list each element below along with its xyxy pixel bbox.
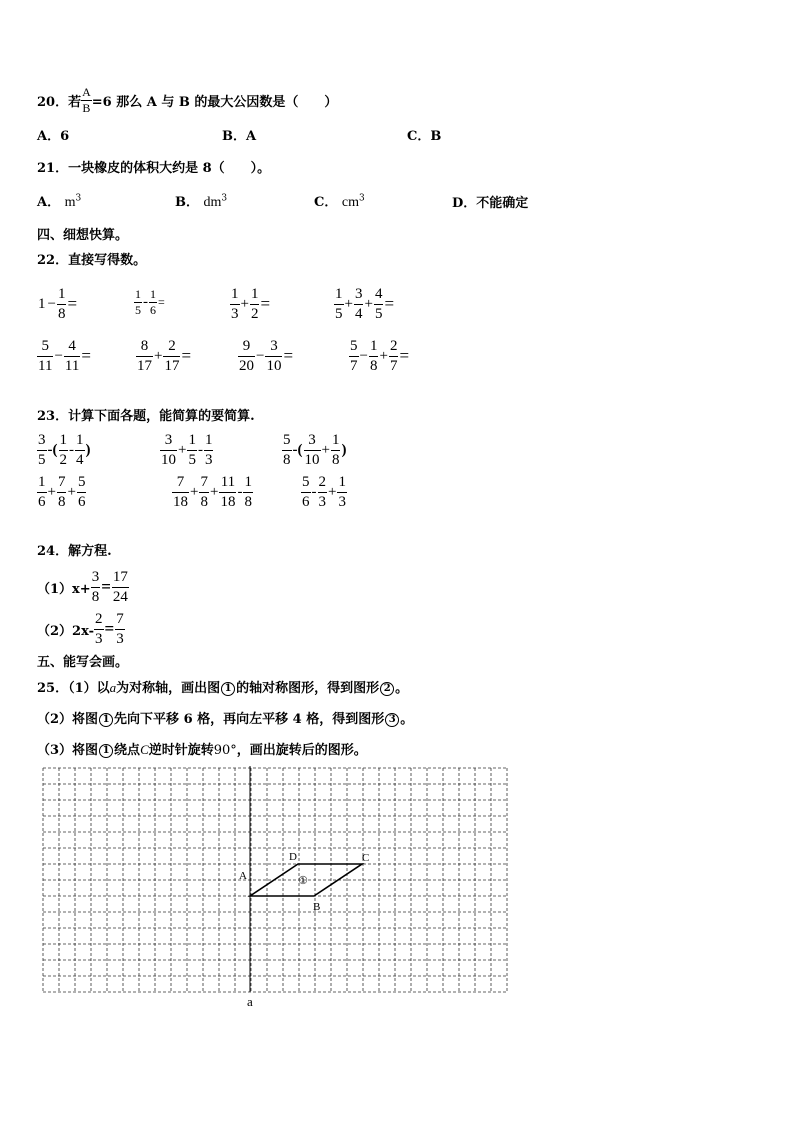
q24-p1-label: （1）x+	[37, 581, 91, 597]
q22-r1c1-op: −	[47, 295, 56, 312]
q22-r2c2-frac2: $\frac{2}{17}$	[164, 338, 180, 374]
q22-r1c4-eq: =	[384, 294, 395, 313]
q22-r1c2-frac2: $\frac{1}{6}$	[150, 287, 156, 318]
point-label-b: B	[313, 901, 321, 913]
question-23-title: 23．计算下面各题，能简算的要简算.	[37, 409, 255, 424]
q20-number: 20．若	[37, 95, 82, 111]
q22-r2c4-op2: +	[379, 347, 388, 364]
circled-1-icon: 1	[221, 682, 235, 696]
q23-expr-1: $\frac{3}{5}$ -( $\frac{1}{2}$ - $\frac{1}{4}$ )	[38, 432, 91, 468]
question-20	[37, 86, 337, 115]
q22-r2c1-frac2: $\frac{4}{11}$	[64, 338, 80, 374]
question-21: 21．一块橡皮的体积大约是 8（ ）。	[37, 161, 271, 176]
q22-r1c4-frac1: $\frac{1}{5}$	[335, 286, 343, 322]
q22-r2c3-op: −	[256, 347, 265, 364]
q20-frac-numerator: A	[82, 85, 91, 99]
q22-r1c4-op1: +	[344, 295, 353, 312]
q20-frac-denominator: B	[82, 101, 91, 116]
q24-equation-1: （1）x+ $\frac{3}{8}$ = $\frac{17}{24}$	[37, 569, 128, 605]
section-5-heading: 五、能写会画。	[37, 655, 129, 670]
circled-2-icon: 2	[380, 682, 394, 696]
q21-c-label: C．	[314, 195, 338, 210]
q22-r1c3-op: +	[240, 295, 249, 312]
q22-r2c2	[136, 338, 192, 374]
circled-1-icon: 1	[99, 744, 113, 758]
q22-r2c1-frac1: $\frac{5}{11}$	[38, 338, 53, 374]
q22-r1c1-eq: =	[67, 294, 78, 313]
q22-r2c3-frac1: $\frac{9}{20}$	[239, 338, 254, 374]
q21-a-exp: 3	[75, 193, 82, 204]
shape-label-1: ①	[298, 874, 308, 887]
q20-option-c: C．B	[407, 129, 442, 144]
q21-a-unit: m	[64, 195, 76, 210]
q22-r1c2-eq: =	[158, 295, 165, 310]
q22-r2c2-op: +	[154, 347, 163, 364]
q22-r2c1	[37, 338, 92, 374]
q23-expr-5: $\frac{7}{18}$ + $\frac{7}{8}$ + $\frac{11}{18}$ - $\frac{1}{8}$	[173, 474, 252, 510]
point-label-c: C	[362, 852, 370, 864]
q20-option-b: B．A	[222, 129, 257, 144]
q25-line-3: （3）将图 1 绕点C逆时针旋转90°，画出旋转后的图形。	[37, 742, 367, 758]
q21-c-exp: 3	[359, 193, 365, 204]
q20-option-a: A．6	[37, 129, 70, 144]
q22-r2c3	[238, 338, 294, 374]
q22-r1c2-op: -	[143, 294, 148, 311]
q20-fraction	[81, 86, 92, 115]
q22-r1c2-frac1: $\frac{1}{5}$	[135, 287, 141, 318]
q22-r2c4-frac3: $\frac{2}{7}$	[389, 338, 398, 374]
q22-r2c2-frac1: $\frac{8}{17}$	[137, 338, 152, 374]
q22-r1c3-eq: =	[260, 294, 271, 313]
q21-b-unit: dm	[203, 195, 222, 210]
q22-r2c4-frac2: $\frac{1}{8}$	[369, 338, 378, 374]
q21-option-b	[175, 191, 227, 211]
point-label-d: D	[289, 851, 297, 863]
q22-r2c4-frac1: $\frac{5}{7}$	[350, 338, 358, 374]
q22-r1c4-op2: +	[364, 295, 373, 312]
q22-r1c1	[37, 286, 78, 322]
q21-option-c	[314, 191, 365, 211]
grid-figure	[42, 766, 510, 1010]
q24-p2-label: （2）2x-	[37, 623, 95, 639]
section-4-heading: 四、细想快算。	[37, 228, 129, 243]
q22-r2c3-frac2: $\frac{3}{10}$	[266, 338, 282, 374]
q21-c-unit: cm	[341, 195, 359, 210]
q22-r1c3	[230, 286, 271, 322]
q22-r2c4	[349, 338, 410, 374]
q22-r1c4-frac3: $\frac{4}{5}$	[374, 286, 383, 322]
q23-expr-6: $\frac{5}{6}$ - $\frac{2}{3}$ + $\frac{1}{3}$	[302, 474, 346, 510]
q22-r1c2	[134, 288, 166, 317]
q25-line-1: 25．（1）以a为对称轴，画出图 1 的轴对称图形，得到图形 2 。	[37, 680, 409, 696]
q25-line-2: （2）将图 1 先向下平移 6 格，再向左平移 4 格，得到图形 3 。	[37, 712, 414, 727]
q21-b-exp: 3	[221, 193, 228, 204]
question-24-title: 24．解方程.	[37, 544, 112, 559]
axis-label-a: a	[247, 994, 253, 1009]
q22-r2c4-eq: =	[399, 346, 410, 365]
q21-a-label: A．	[37, 195, 61, 210]
q21-b-label: B．	[175, 195, 199, 210]
question-22-title: 22．直接写得数。	[37, 253, 147, 268]
q23-expr-3: $\frac{5}{8}$ -( $\frac{3}{10}$ + $\frac{1}{8}$ )	[283, 432, 347, 468]
q24-equation-2: （2）2x- $\frac{2}{3}$ = $\frac{7}{3}$	[37, 611, 124, 647]
circled-1-icon: 1	[99, 713, 113, 727]
point-label-a: A	[239, 870, 247, 882]
q23-expr-4: $\frac{1}{6}$ + $\frac{7}{8}$ + $\frac{5}{6}$	[38, 474, 86, 510]
q22-r1c1-frac: $\frac{1}{8}$	[57, 286, 66, 322]
q22-r2c2-eq: =	[181, 346, 192, 365]
q21-option-a	[37, 191, 81, 211]
q22-r2c1-eq: =	[81, 346, 91, 365]
q23-expr-2: $\frac{3}{10}$ + $\frac{1}{5}$ - $\frac{1}{3}$	[161, 432, 213, 468]
q22-r2c3-eq: =	[283, 346, 294, 365]
q22-r1c1-whole: 1	[38, 295, 46, 312]
q22-r1c3-frac2: $\frac{1}{2}$	[250, 286, 259, 322]
q22-r1c4	[334, 286, 395, 322]
q22-r1c3-frac1: $\frac{1}{3}$	[231, 286, 239, 322]
q20-rest: =6 那么 A 与 B 的最大公因数是（ ）	[91, 95, 338, 111]
q22-r2c4-op1: −	[359, 347, 368, 364]
circled-3-icon: 3	[385, 713, 399, 727]
q22-r2c1-op: −	[54, 347, 63, 364]
q22-r1c4-frac2: $\frac{3}{4}$	[354, 286, 363, 322]
q21-option-d: D．不能确定	[452, 196, 529, 211]
